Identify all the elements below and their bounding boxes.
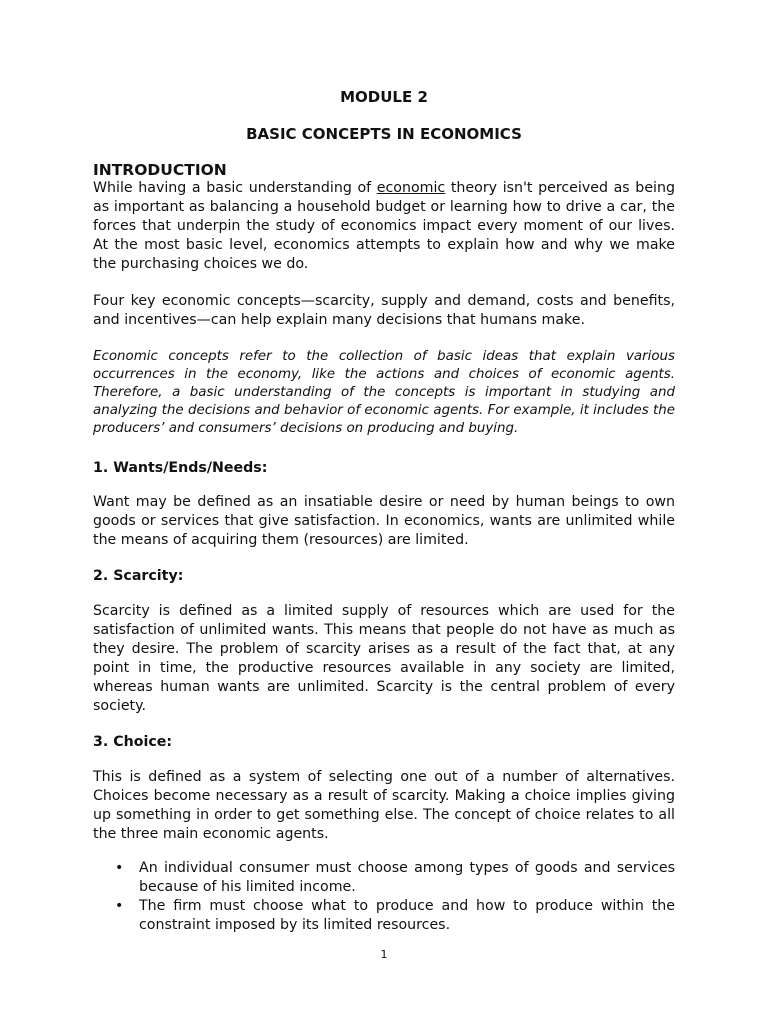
- scarcity-paragraph: Scarcity is defined as a limited supply of resources which are used for the satisfaction of unlimited wants. This means that people do not have as much as they desire. The problem of scarcity arises as a result of the fact that, at any point in time, the productive resources available in any society are limited, whereas human wants are unlimited. Scarcity is the central problem of every society.: [93, 603, 675, 714]
- economic-link[interactable]: economic: [376, 180, 446, 196]
- module-title: MODULE 2: [340, 88, 428, 106]
- choice-paragraph: This is defined as a system of selecting one out of a number of alternatives. Choices become necessary as a result of scarcity. Making a choice implies giving up something in order to get something else. The concept of choice relates to all the three main economic agents.: [93, 769, 675, 842]
- page-number: 1: [380, 948, 388, 961]
- intro-p1-start: While having a basic understanding of: [93, 180, 377, 196]
- introduction-heading: INTRODUCTION: [93, 161, 227, 179]
- wants-paragraph: Want may be defined as an insatiable desire or need by human beings to own goods or services that give satisfaction. In economics, wants are unlimited while the means of acquiring them (resources) are limited.: [93, 494, 675, 548]
- intro-paragraph-1: [93, 179, 675, 274]
- choice-bullet-list: [93, 859, 675, 935]
- bullet-icon: •: [115, 860, 124, 876]
- bullet-text: The firm must choose what to produce and how to produce within the constraint imposed by its limited resources.: [139, 898, 675, 933]
- intro-p1-end: theory isn't perceived as being as important as balancing a household budget or learning how to drive a car, the forces that underpin the study of economics impact every moment of our lives. At the most basic level, economics attempts to explain how and why we make the purchasing choices we do.: [93, 180, 675, 272]
- intro-paragraph-2: Four key economic concepts—scarcity, supply and demand, costs and benefits, and incentives—can help explain many decisions that humans make.: [93, 293, 675, 328]
- choice-heading: 3. Choice:: [93, 734, 173, 750]
- bullet-icon: •: [115, 898, 124, 914]
- intro-paragraph-3: Economic concepts refer to the collection of basic ideas that explain various occurrences in the economy, like the actions and choices of economic agents. Therefore, a basic understanding of the concepts is important in studying and analyzing the decisions and behavior of economic agents. For example, it includes the producers’ and consumers’ decisions on producing and buying.: [93, 349, 675, 436]
- list-item: [93, 859, 675, 897]
- list-item: [93, 897, 675, 935]
- bullet-text: An individual consumer must choose among types of goods and services because of his limited income.: [139, 860, 675, 895]
- scarcity-heading: 2. Scarcity:: [93, 568, 184, 584]
- wants-heading: 1. Wants/Ends/Needs:: [93, 460, 268, 476]
- page-title: BASIC CONCEPTS IN ECONOMICS: [246, 125, 522, 143]
